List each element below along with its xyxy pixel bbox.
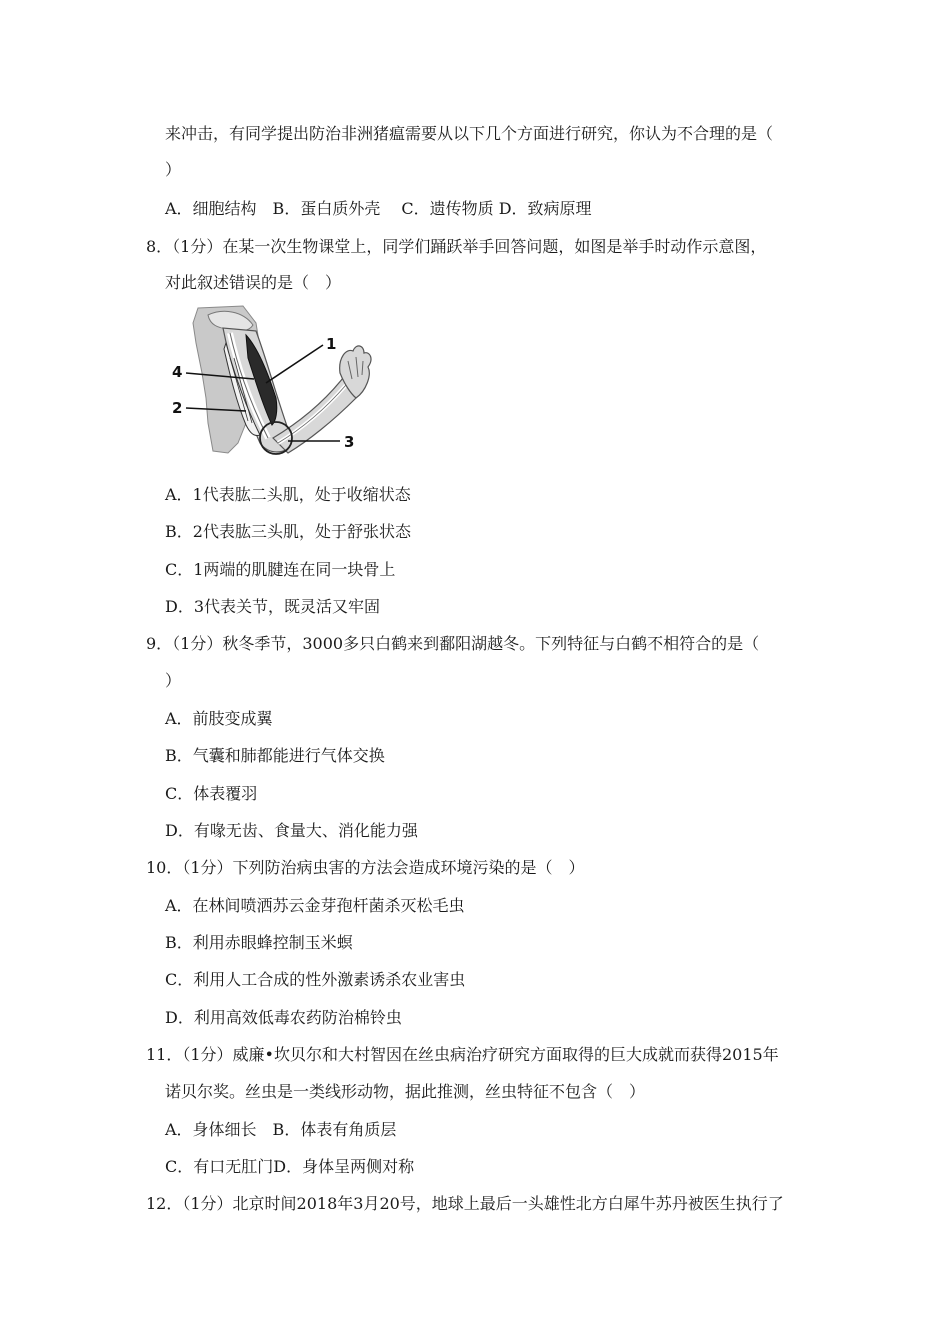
q10-option-b: B．利用赤眼蜂控制玉米螟 <box>165 933 353 952</box>
q9-option-b: B．气囊和肺都能进行气体交换 <box>165 746 385 765</box>
q9-stem-line1: 9．（1分）秋冬季节，3000多只白鹤来到鄱阳湖越冬。下列特征与白鹤不相符合的是（ <box>146 634 760 653</box>
label-3: 3 <box>344 433 355 451</box>
label-1: 1 <box>326 335 337 353</box>
q11-options-ab: A．身体细长 B．体表有角质层 <box>165 1120 397 1139</box>
q11-options-cd: C．有口无肛门D．身体呈两侧对称 <box>165 1157 415 1176</box>
label-4: 4 <box>172 363 183 381</box>
q8-option-a: A．1代表肱二头肌，处于收缩状态 <box>165 485 411 504</box>
q10-option-a: A．在林间喷洒苏云金芽孢杆菌杀灭松毛虫 <box>165 896 465 915</box>
q9-stem-line2: ） <box>165 671 182 690</box>
q9-option-d: D．有喙无齿、食量大、消化能力强 <box>165 821 418 840</box>
q9-option-a: A．前肢变成翼 <box>165 709 273 728</box>
q8-option-d: D．3代表关节，既灵活又牢固 <box>165 597 381 616</box>
q11-stem-line2: 诺贝尔奖。丝虫是一类线形动物，据此推测，丝虫特征不包含（ ） <box>165 1082 646 1101</box>
q8-stem-line1: 8．（1分）在某一次生物课堂上，同学们踊跃举手回答问题，如图是举手时动作示意图， <box>146 237 767 256</box>
q7-stem-line2: ） <box>165 160 182 179</box>
q8-option-b: B．2代表肱三头肌，处于舒张状态 <box>165 522 411 541</box>
arm-raising-diagram <box>168 303 388 471</box>
q10-option-c: C．利用人工合成的性外激素诱杀农业害虫 <box>165 970 466 989</box>
q11-stem-line1: 11．（1分）威廉•坎贝尔和大村智因在丝虫病治疗研究方面取得的巨大成就而获得2015年 <box>146 1045 779 1064</box>
q8-stem-line2: 对此叙述错误的是（ ） <box>165 273 342 292</box>
q10-option-d: D．利用高效低毒农药防治棉铃虫 <box>165 1008 402 1027</box>
q7-stem-line1: 来冲击，有同学提出防治非洲猪瘟需要从以下几个方面进行研究，你认为不合理的是（ <box>165 124 774 143</box>
q9-option-c: C．体表覆羽 <box>165 784 258 803</box>
q7-options: A．细胞结构 B．蛋白质外壳 C．遗传物质 D．致病原理 <box>165 199 592 218</box>
q10-stem: 10．（1分）下列防治病虫害的方法会造成环境污染的是（ ） <box>146 858 585 877</box>
leader-line-1 <box>266 345 323 383</box>
q8-option-c: C．1两端的肌腱连在同一块骨上 <box>165 560 396 579</box>
q12-stem-line1: 12．（1分）北京时间2018年3月20号，地球上最后一头雄性北方白犀牛苏丹被医生执行了 <box>146 1194 784 1213</box>
arm-diagram-svg <box>168 303 388 471</box>
label-2: 2 <box>172 399 183 417</box>
